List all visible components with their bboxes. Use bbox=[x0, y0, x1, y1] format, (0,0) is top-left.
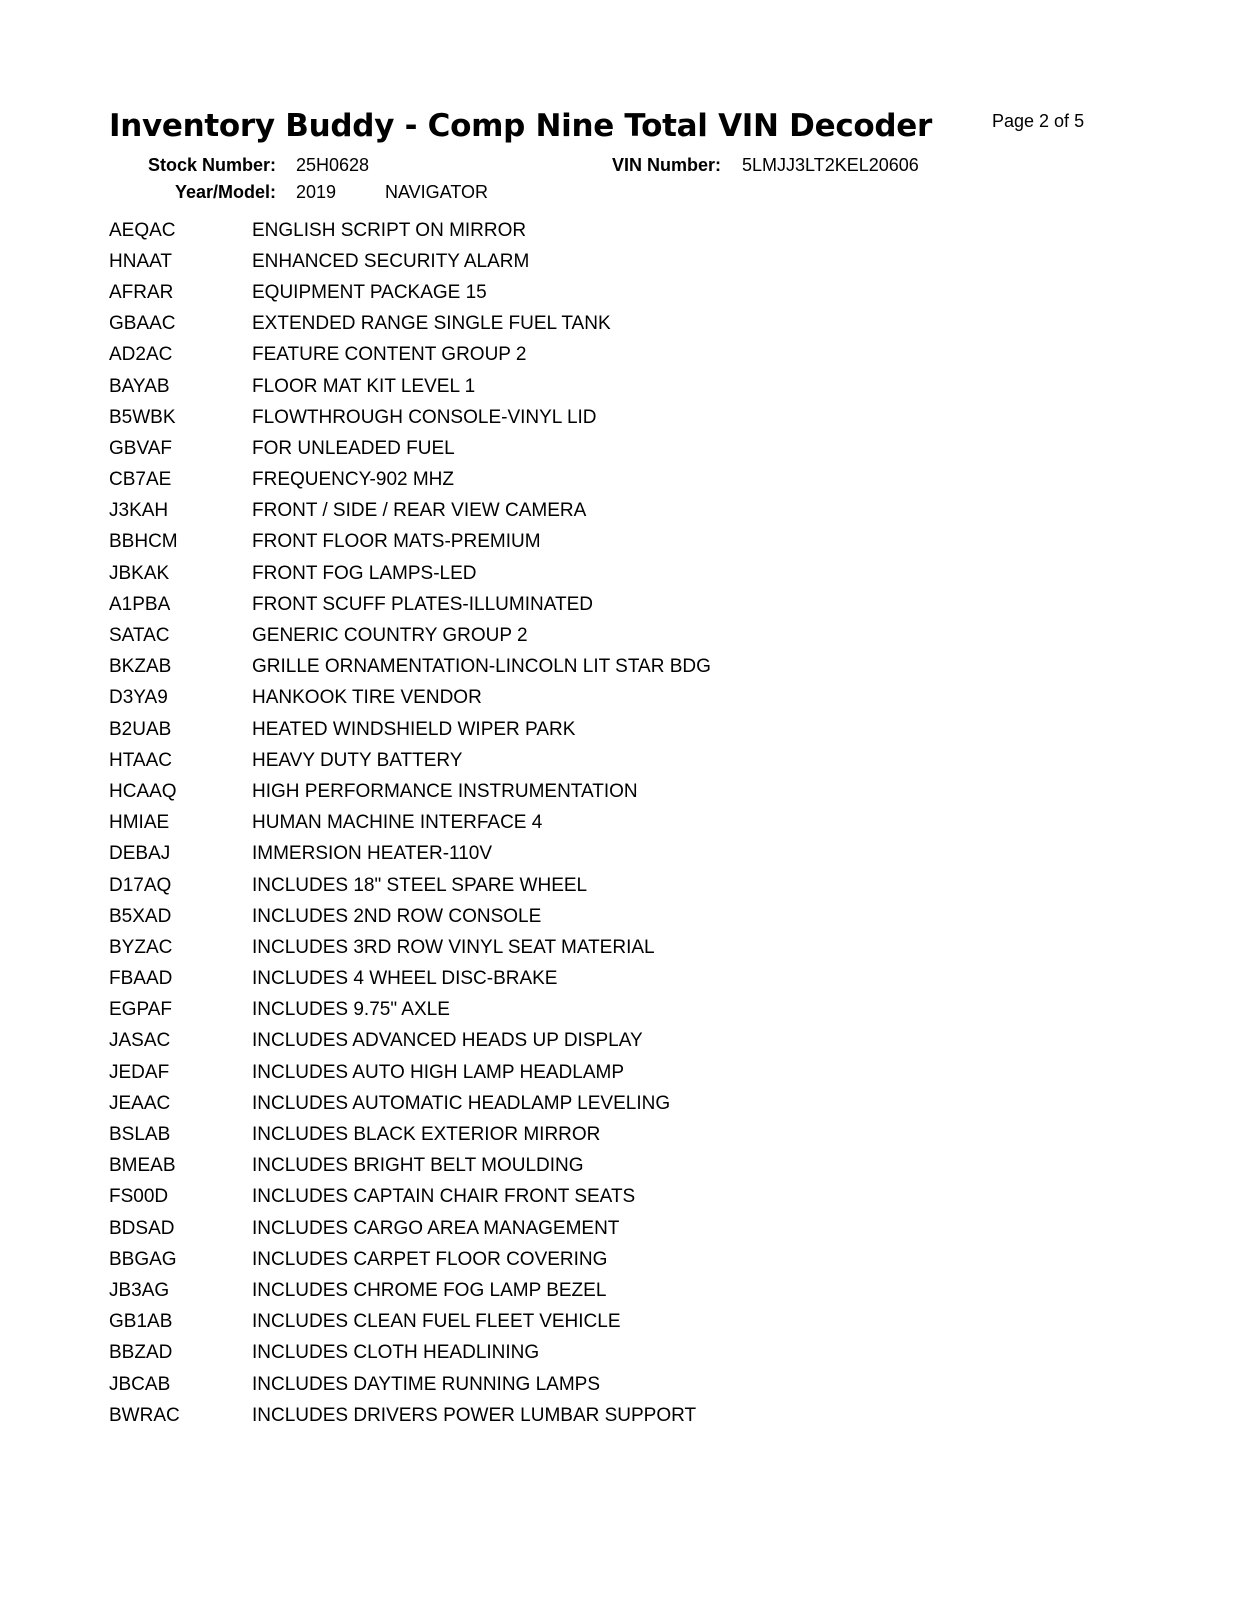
option-code: DEBAJ bbox=[109, 843, 171, 865]
page-title: Inventory Buddy - Comp Nine Total VIN Decoder bbox=[109, 108, 933, 144]
option-description: FRONT SCUFF PLATES-ILLUMINATED bbox=[252, 593, 593, 615]
option-description: HEAVY DUTY BATTERY bbox=[252, 749, 463, 771]
option-code: FS00D bbox=[109, 1186, 169, 1208]
option-code: BBHCM bbox=[109, 531, 178, 553]
option-description: FRONT FLOOR MATS-PREMIUM bbox=[252, 531, 541, 553]
option-row bbox=[109, 1338, 1009, 1369]
page-number: Page 2 of 5 bbox=[992, 111, 1085, 131]
vin-number-value: 5LMJJ3LT2KEL20606 bbox=[742, 155, 919, 175]
vin-number-label: VIN Number: bbox=[612, 155, 722, 175]
option-description: INCLUDES CLOTH HEADLINING bbox=[252, 1342, 540, 1364]
option-row bbox=[109, 277, 1009, 308]
option-code: GB1AB bbox=[109, 1311, 173, 1333]
option-row bbox=[109, 340, 1009, 371]
option-row bbox=[109, 652, 1009, 683]
option-code: SATAC bbox=[109, 625, 170, 647]
option-description: GRILLE ORNAMENTATION-LINCOLN LIT STAR BDG bbox=[252, 656, 711, 678]
option-description: INCLUDES BRIGHT BELT MOULDING bbox=[252, 1155, 584, 1177]
option-row bbox=[109, 1119, 1009, 1150]
option-code: BKZAB bbox=[109, 656, 172, 678]
option-row bbox=[109, 995, 1009, 1026]
option-row bbox=[109, 465, 1009, 496]
option-row bbox=[109, 1307, 1009, 1338]
option-row bbox=[109, 714, 1009, 745]
year-value: 2019 bbox=[296, 182, 337, 202]
option-code: JASAC bbox=[109, 1030, 171, 1052]
option-description: INCLUDES AUTOMATIC HEADLAMP LEVELING bbox=[252, 1092, 671, 1114]
option-row bbox=[109, 1244, 1009, 1275]
option-description: EXTENDED RANGE SINGLE FUEL TANK bbox=[252, 313, 611, 335]
option-description: FREQUENCY-902 MHZ bbox=[252, 469, 455, 491]
option-row bbox=[109, 1213, 1009, 1244]
option-code: BWRAC bbox=[109, 1404, 180, 1426]
option-code: BSLAB bbox=[109, 1124, 171, 1146]
option-row bbox=[109, 589, 1009, 620]
option-row bbox=[109, 1026, 1009, 1057]
option-row bbox=[109, 371, 1009, 402]
option-code: B2UAB bbox=[109, 718, 172, 740]
option-row bbox=[109, 246, 1009, 277]
option-description: INCLUDES DAYTIME RUNNING LAMPS bbox=[252, 1373, 601, 1395]
option-code: AD2AC bbox=[109, 344, 173, 366]
stock-number-label: Stock Number: bbox=[148, 155, 277, 175]
option-code: EGPAF bbox=[109, 999, 172, 1021]
option-description: INCLUDES ADVANCED HEADS UP DISPLAY bbox=[252, 1030, 643, 1052]
option-row bbox=[109, 433, 1009, 464]
option-description: INCLUDES 18" STEEL SPARE WHEEL bbox=[252, 874, 588, 896]
option-description: FLOWTHROUGH CONSOLE-VINYL LID bbox=[252, 406, 597, 428]
option-description: HEATED WINDSHIELD WIPER PARK bbox=[252, 718, 576, 740]
option-row bbox=[109, 964, 1009, 995]
option-description: INCLUDES DRIVERS POWER LUMBAR SUPPORT bbox=[252, 1404, 697, 1426]
option-code: GBAAC bbox=[109, 313, 176, 335]
option-description: HIGH PERFORMANCE INSTRUMENTATION bbox=[252, 780, 638, 802]
option-row bbox=[109, 1057, 1009, 1088]
option-code: FBAAD bbox=[109, 968, 173, 990]
option-row bbox=[109, 1369, 1009, 1400]
option-description: INCLUDES BLACK EXTERIOR MIRROR bbox=[252, 1124, 601, 1146]
option-row bbox=[109, 1400, 1009, 1431]
option-description: INCLUDES CHROME FOG LAMP BEZEL bbox=[252, 1279, 607, 1301]
option-code: BAYAB bbox=[109, 375, 170, 397]
option-description: GENERIC COUNTRY GROUP 2 bbox=[252, 625, 528, 647]
option-code: AEQAC bbox=[109, 219, 176, 241]
option-description: INCLUDES 4 WHEEL DISC-BRAKE bbox=[252, 968, 558, 990]
option-code: BMEAB bbox=[109, 1155, 176, 1177]
option-code: JB3AG bbox=[109, 1279, 170, 1301]
option-row bbox=[109, 215, 1009, 246]
option-description: INCLUDES CARPET FLOOR COVERING bbox=[252, 1248, 608, 1270]
option-description: INCLUDES AUTO HIGH LAMP HEADLAMP bbox=[252, 1061, 625, 1083]
option-code: HCAAQ bbox=[109, 780, 177, 802]
option-description: ENGLISH SCRIPT ON MIRROR bbox=[252, 219, 527, 241]
option-description: EQUIPMENT PACKAGE 15 bbox=[252, 281, 487, 303]
option-description: IMMERSION HEATER-110V bbox=[252, 843, 493, 865]
option-description: INCLUDES CAPTAIN CHAIR FRONT SEATS bbox=[252, 1186, 636, 1208]
option-row bbox=[109, 839, 1009, 870]
option-code: JBKAK bbox=[109, 562, 170, 584]
option-code: BBGAG bbox=[109, 1248, 177, 1270]
stock-number-value: 25H0628 bbox=[296, 155, 370, 175]
year-model-label: Year/Model: bbox=[175, 182, 277, 202]
option-description: FRONT / SIDE / REAR VIEW CAMERA bbox=[252, 500, 587, 522]
option-description: INCLUDES CLEAN FUEL FLEET VEHICLE bbox=[252, 1311, 621, 1333]
option-code: B5XAD bbox=[109, 905, 172, 927]
option-code: JEAAC bbox=[109, 1092, 171, 1114]
option-code-list bbox=[109, 215, 1009, 1431]
option-description: FEATURE CONTENT GROUP 2 bbox=[252, 344, 527, 366]
option-row bbox=[109, 1151, 1009, 1182]
option-code: BBZAD bbox=[109, 1342, 173, 1364]
option-description: FRONT FOG LAMPS-LED bbox=[252, 562, 477, 584]
option-description: ENHANCED SECURITY ALARM bbox=[252, 250, 530, 272]
option-row bbox=[109, 558, 1009, 589]
option-code: AFRAR bbox=[109, 281, 174, 303]
option-code: HMIAE bbox=[109, 812, 170, 834]
option-code: B5WBK bbox=[109, 406, 176, 428]
model-value: NAVIGATOR bbox=[385, 182, 489, 202]
option-row bbox=[109, 1088, 1009, 1119]
option-description: FLOOR MAT KIT LEVEL 1 bbox=[252, 375, 476, 397]
option-code: BDSAD bbox=[109, 1217, 175, 1239]
option-row bbox=[109, 1182, 1009, 1213]
option-code: A1PBA bbox=[109, 593, 171, 615]
option-code: BYZAC bbox=[109, 936, 173, 958]
option-row bbox=[109, 745, 1009, 776]
option-description: INCLUDES 9.75" AXLE bbox=[252, 999, 450, 1021]
option-description: HUMAN MACHINE INTERFACE 4 bbox=[252, 812, 543, 834]
option-description: INCLUDES CARGO AREA MANAGEMENT bbox=[252, 1217, 620, 1239]
option-row bbox=[109, 683, 1009, 714]
option-row bbox=[109, 496, 1009, 527]
option-row bbox=[109, 870, 1009, 901]
option-code: D3YA9 bbox=[109, 687, 168, 709]
option-row bbox=[109, 402, 1009, 433]
option-code: CB7AE bbox=[109, 469, 172, 491]
option-row bbox=[109, 808, 1009, 839]
option-code: JBCAB bbox=[109, 1373, 171, 1395]
option-row bbox=[109, 309, 1009, 340]
option-description: INCLUDES 3RD ROW VINYL SEAT MATERIAL bbox=[252, 936, 655, 958]
option-description: FOR UNLEADED FUEL bbox=[252, 437, 455, 459]
option-code: JEDAF bbox=[109, 1061, 170, 1083]
option-code: HNAAT bbox=[109, 250, 172, 272]
option-row bbox=[109, 1275, 1009, 1306]
option-code: HTAAC bbox=[109, 749, 172, 771]
option-description: INCLUDES 2ND ROW CONSOLE bbox=[252, 905, 542, 927]
option-code: D17AQ bbox=[109, 874, 172, 896]
option-row bbox=[109, 932, 1009, 963]
option-row bbox=[109, 527, 1009, 558]
option-code: GBVAF bbox=[109, 437, 172, 459]
option-row bbox=[109, 620, 1009, 651]
option-row bbox=[109, 776, 1009, 807]
option-description: HANKOOK TIRE VENDOR bbox=[252, 687, 482, 709]
option-code: J3KAH bbox=[109, 500, 169, 522]
option-row bbox=[109, 901, 1009, 932]
